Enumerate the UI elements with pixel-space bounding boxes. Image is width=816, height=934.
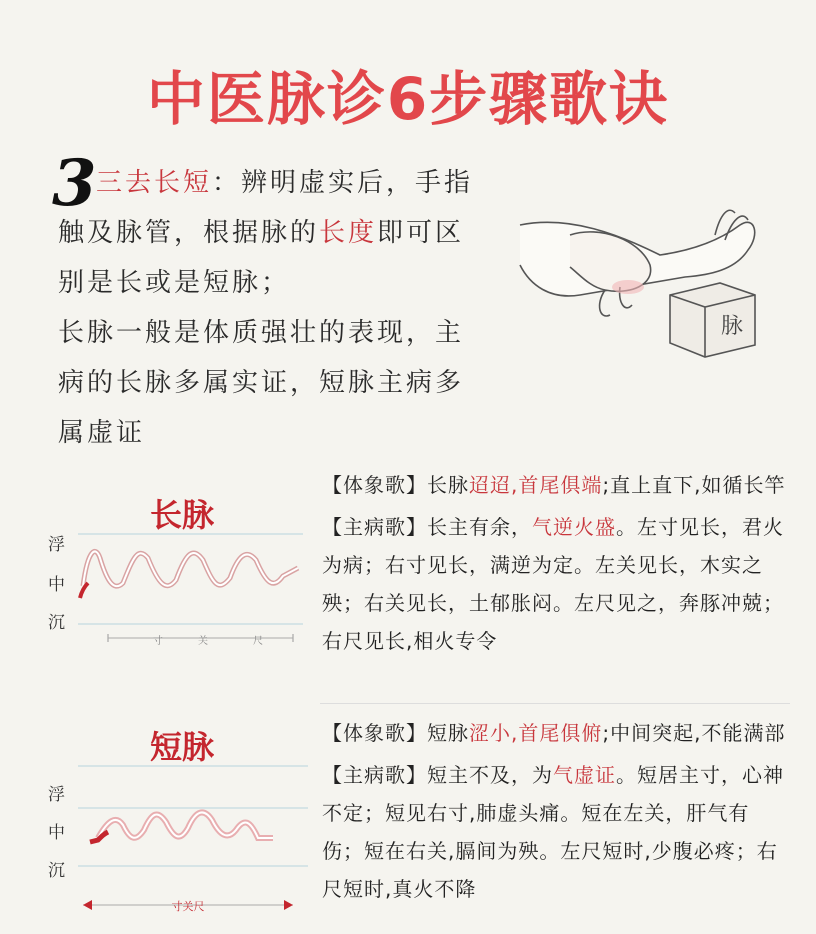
level-middle: 中 bbox=[48, 823, 65, 843]
step-intro bbox=[58, 158, 508, 458]
long-tixiang: 【体象歌】长脉迢迢,首尾俱端;直上直下,如循长竿 bbox=[322, 473, 786, 497]
long-pulse-diagram bbox=[40, 490, 320, 650]
short-pulse-diagram bbox=[40, 722, 320, 922]
intro-line-6: 属虚证 bbox=[58, 418, 146, 448]
short-pulse-waveform bbox=[78, 760, 313, 920]
level-deep: 沉 bbox=[48, 861, 65, 881]
level-middle: 中 bbox=[48, 575, 65, 595]
intro-line-1: 三去长短：辨明虚实后，手指 bbox=[96, 168, 474, 198]
block-label: 脉 bbox=[720, 314, 744, 339]
short-pulse-title: 短脉 bbox=[150, 728, 215, 766]
level-deep: 沉 bbox=[48, 613, 65, 633]
long-pulse-title: 长脉 bbox=[150, 496, 215, 534]
length-highlight: 长度 bbox=[319, 218, 378, 248]
long-pulse-song bbox=[322, 466, 790, 664]
step-heading: 三去长短 bbox=[96, 168, 213, 198]
step-number: 3 bbox=[52, 146, 97, 221]
page-title: 中医脉诊6步骤歌诀 bbox=[146, 65, 670, 133]
long-pulse-waveform bbox=[78, 528, 308, 648]
level-float: 浮 bbox=[48, 535, 65, 555]
section-divider bbox=[320, 703, 790, 704]
level-float: 浮 bbox=[48, 785, 65, 805]
intro-line-2: 触及脉管，根据脉的长度即可区 bbox=[58, 218, 465, 248]
intro-line-5: 病的长脉多属实证，短脉主病多 bbox=[58, 368, 465, 398]
intro-line-3: 别是长或是短脉； bbox=[58, 268, 291, 298]
axis-cun-guan-chi: 寸关尺 bbox=[171, 900, 205, 913]
axis-guan: 关 bbox=[198, 636, 208, 647]
pulse-taking-illustration bbox=[510, 195, 770, 365]
short-tixiang: 【体象歌】短脉涩小,首尾俱俯;中间突起,不能满部 bbox=[322, 721, 786, 745]
intro-line-4: 长脉一般是体质强壮的表现，主 bbox=[58, 318, 465, 348]
long-zhubing: 【主病歌】长主有余，气逆火盛。左寸见长，君火为病；右寸见长，满逆为定。左关见长，木实之殃；右关见长，土郁胀闷。左尺见之，奔豚冲兢；右尺见长,相火专令 bbox=[322, 515, 784, 653]
short-pulse-song bbox=[322, 714, 790, 912]
pulse-block-icon bbox=[670, 283, 755, 357]
short-zhubing: 【主病歌】短主不及，为气虚证。短居主寸，心神不定；短见右寸,肺虚头痛。短在左关，肝气有伤；短在右关,膈间为殃。左尺短时,少腹必疼；右尺短时,真火不降 bbox=[322, 763, 784, 901]
axis-chi: 尺 bbox=[253, 636, 263, 647]
axis-cun: 寸 bbox=[153, 636, 163, 647]
